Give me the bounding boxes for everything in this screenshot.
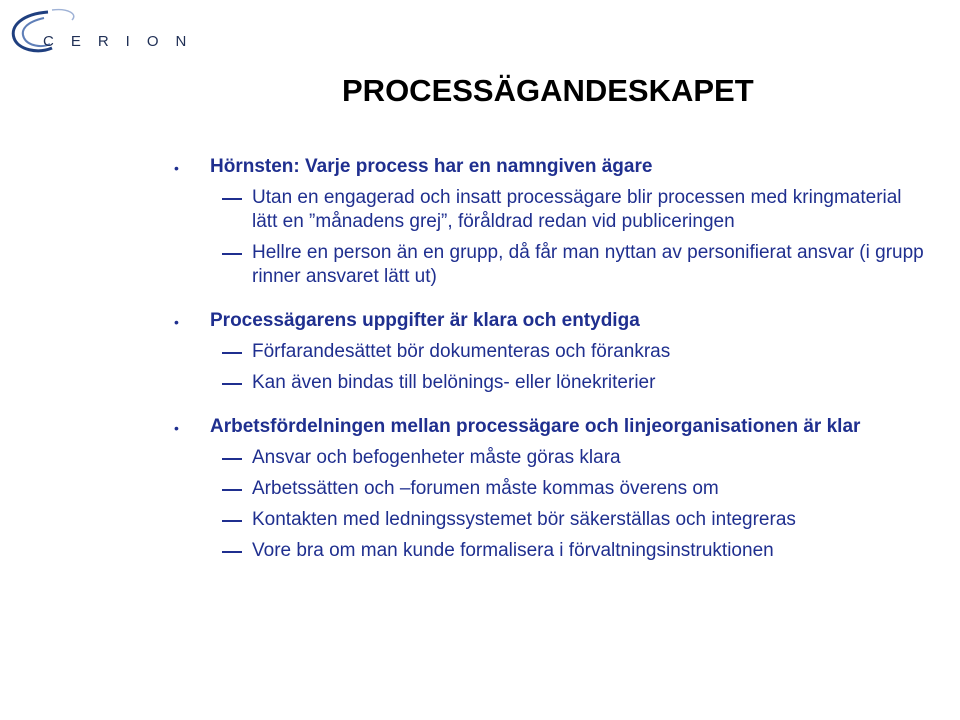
dash-icon [222, 383, 242, 385]
bullet-item [170, 309, 930, 395]
sub-bullet-text: Arbetssätten och –forumen måste kommas överens om [252, 478, 719, 499]
sub-bullet [170, 371, 930, 395]
logo-text: CERION [43, 33, 204, 50]
sub-bullet-text: Hellre en person än en grupp, då får man nyttan av personifierat ansvar (i grupp rinner ansvaret lätt ut) [252, 242, 924, 287]
bullet-list [170, 155, 930, 563]
sub-bullet-text: Förfarandesättet bör dokumenteras och förankras [252, 341, 671, 362]
sub-bullet [170, 508, 930, 532]
cerion-logo [8, 8, 204, 56]
dash-icon [222, 458, 242, 460]
dash-icon [222, 551, 242, 553]
sub-bullet-text: Ansvar och befogenheter måste göras klara [252, 447, 621, 468]
dash-icon [222, 253, 242, 255]
sub-bullet [170, 446, 930, 470]
sub-bullet-text: Utan en engagerad och insatt processägare blir processen med kringmaterial lätt en ”månadens grej”, föråldrad redan vid publiceringen [252, 187, 902, 232]
bullet-heading: Hörnsten: Varje process har en namngiven ägare [210, 156, 653, 177]
sub-bullet [170, 539, 930, 563]
dash-icon [222, 520, 242, 522]
bullet-icon: • [174, 420, 179, 436]
sub-bullet-text: Vore bra om man kunde formalisera i förvaltningsinstruktionen [252, 540, 774, 561]
bullet-icon: • [174, 314, 179, 330]
sub-bullet-text: Kontakten med ledningssystemet bör säkerställas och integreras [252, 509, 796, 530]
dash-icon [222, 352, 242, 354]
sub-bullet [170, 340, 930, 364]
sub-bullet [170, 241, 930, 289]
sub-bullet [170, 186, 930, 234]
bullet-item [170, 155, 930, 289]
bullet-heading: Arbetsfördelningen mellan processägare och linjeorganisationen är klar [210, 416, 861, 437]
bullet-heading: Processägarens uppgifter är klara och entydiga [210, 310, 640, 331]
sub-bullet-text: Kan även bindas till belönings- eller lönekriterier [252, 372, 656, 393]
sub-bullet [170, 477, 930, 501]
bullet-icon: • [174, 160, 179, 176]
dash-icon [222, 198, 242, 200]
slide-title: PROCESSÄGANDESKAPET [342, 73, 754, 108]
dash-icon [222, 489, 242, 491]
bullet-item [170, 415, 930, 563]
